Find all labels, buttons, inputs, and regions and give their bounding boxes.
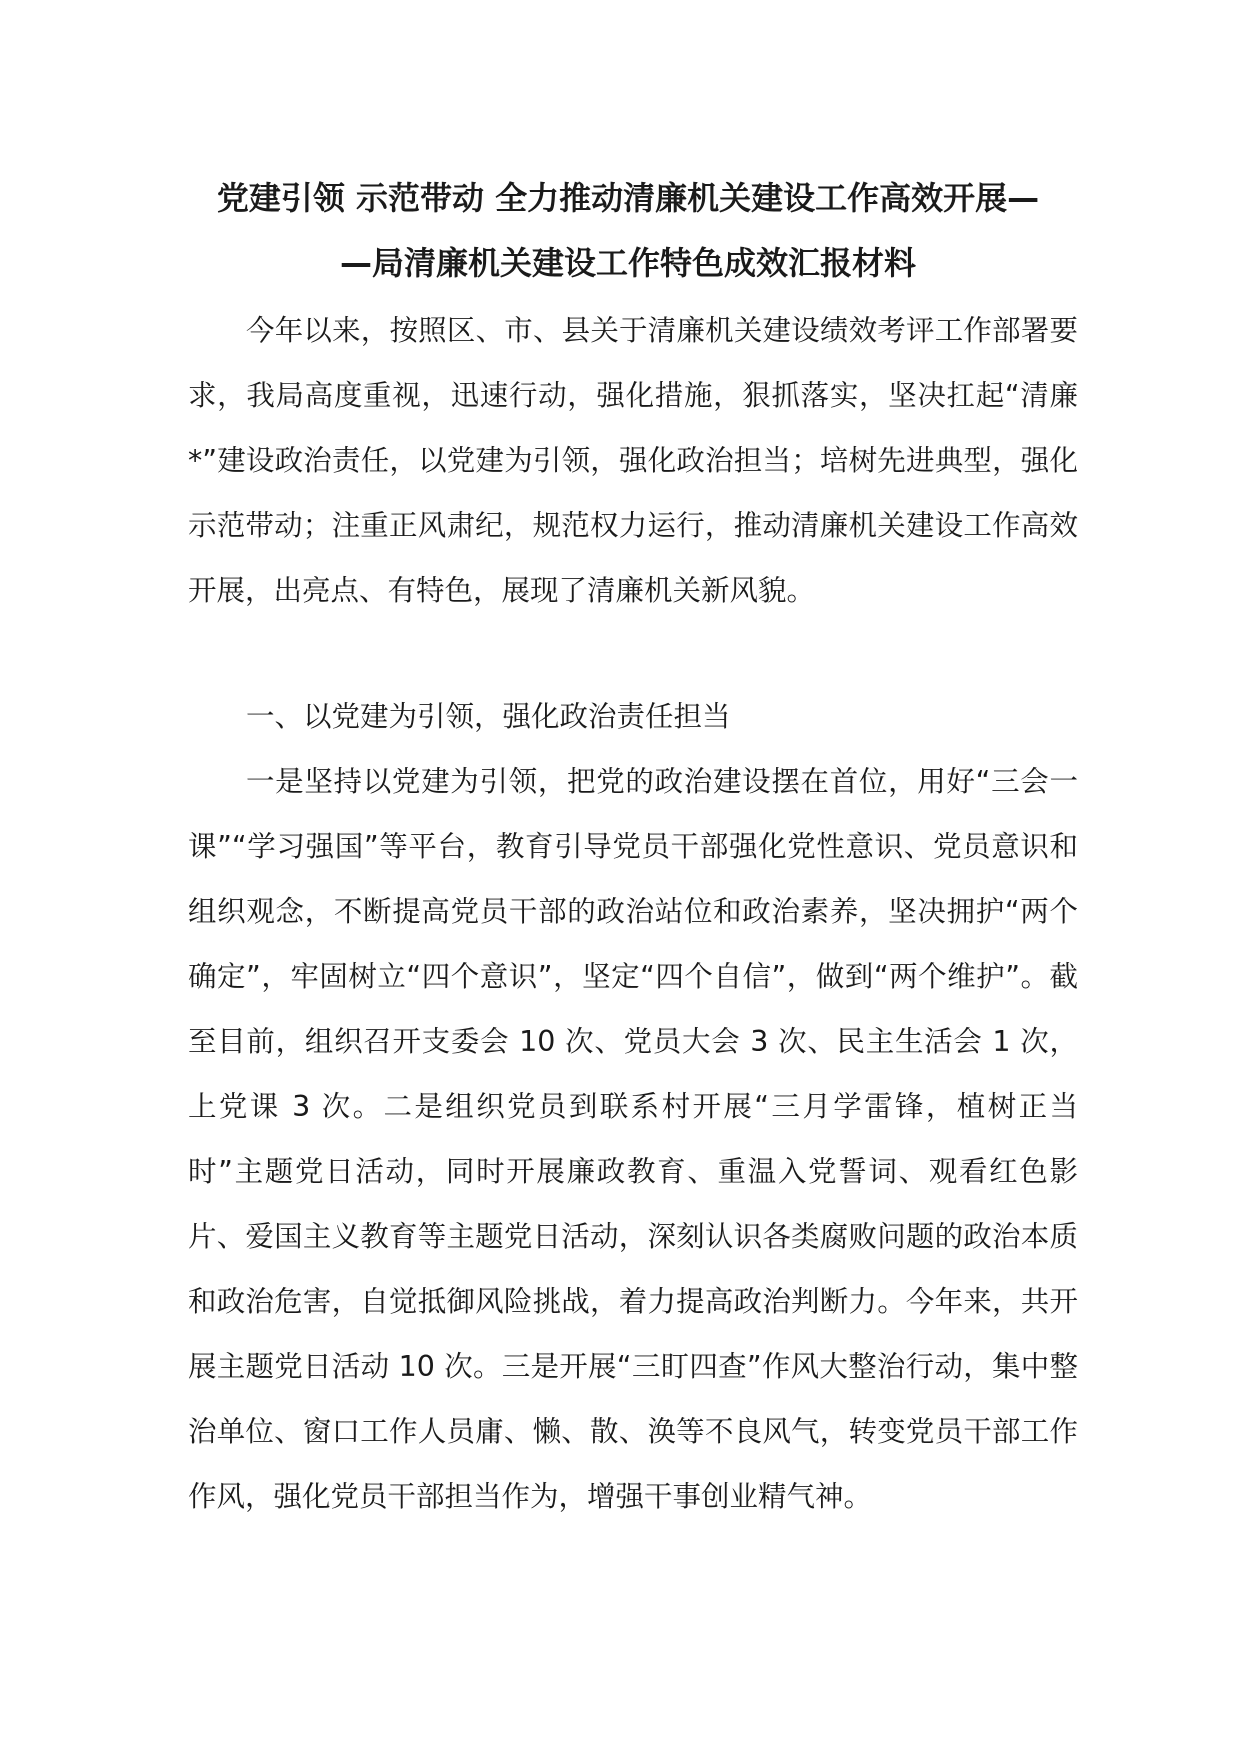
document-title-line2: —局清廉机关建设工作特色成效汇报材料 (339, 244, 916, 282)
document-title-line1: 党建引领 示范带动 全力推动清廉机关建设工作高效开展— (216, 179, 1040, 217)
document-page (188, 0, 1078, 1754)
section-body-paragraph: 一是坚持以党建为引领，把党的政治建设摆在首位，用好“三会一课”“学习强国”等平台，教育引导党员干部强化党性意识、党员意识和组织观念，不断提高党员干部的政治站位和政治素养，坚决拥护“两个确定”，牢固树立“四个意识”，坚定“四个自信”，做到“两个维护”。截至目前，组织召开支委会 10 次、党员大会 3 次、民主生活会 1 次，上党课 3 次。二是组织党员到联系村开展“三月学雷锋，植树正当时”主题党日活动，同时开展廉政教育、重温入党誓词、观看红色影片、爱国主义教育等主题党日活动，深刻认识各类腐败问题的政治本质和政治危害，自觉抵御风险挑战，着力提高政治判断力。今年来，共开展主题党日活动 10 次。三是开展“三盯四查”作风大整治行动，集中整治单位、窗口工作人员庸、懒、散、涣等不良风气，转变党员干部工作作风，强化党员干部担当作为，增强干事创业精气神。 (188, 765, 1078, 1513)
intro-paragraph: 今年以来，按照区、市、县关于清廉机关建设绩效考评工作部署要求，我局高度重视，迅速行动，强化措施，狠抓落实，坚决扛起“清廉*”建设政治责任，以党建为引领，强化政治担当；培树先进典型，强化示范带动；注重正风肃纪，规范权力运行，推动清廉机关建设工作高效开展，出亮点、有特色，展现了清廉机关新风貌。 (188, 314, 1078, 607)
section-heading: 一、以党建为引领，强化政治责任担当 (246, 700, 731, 733)
